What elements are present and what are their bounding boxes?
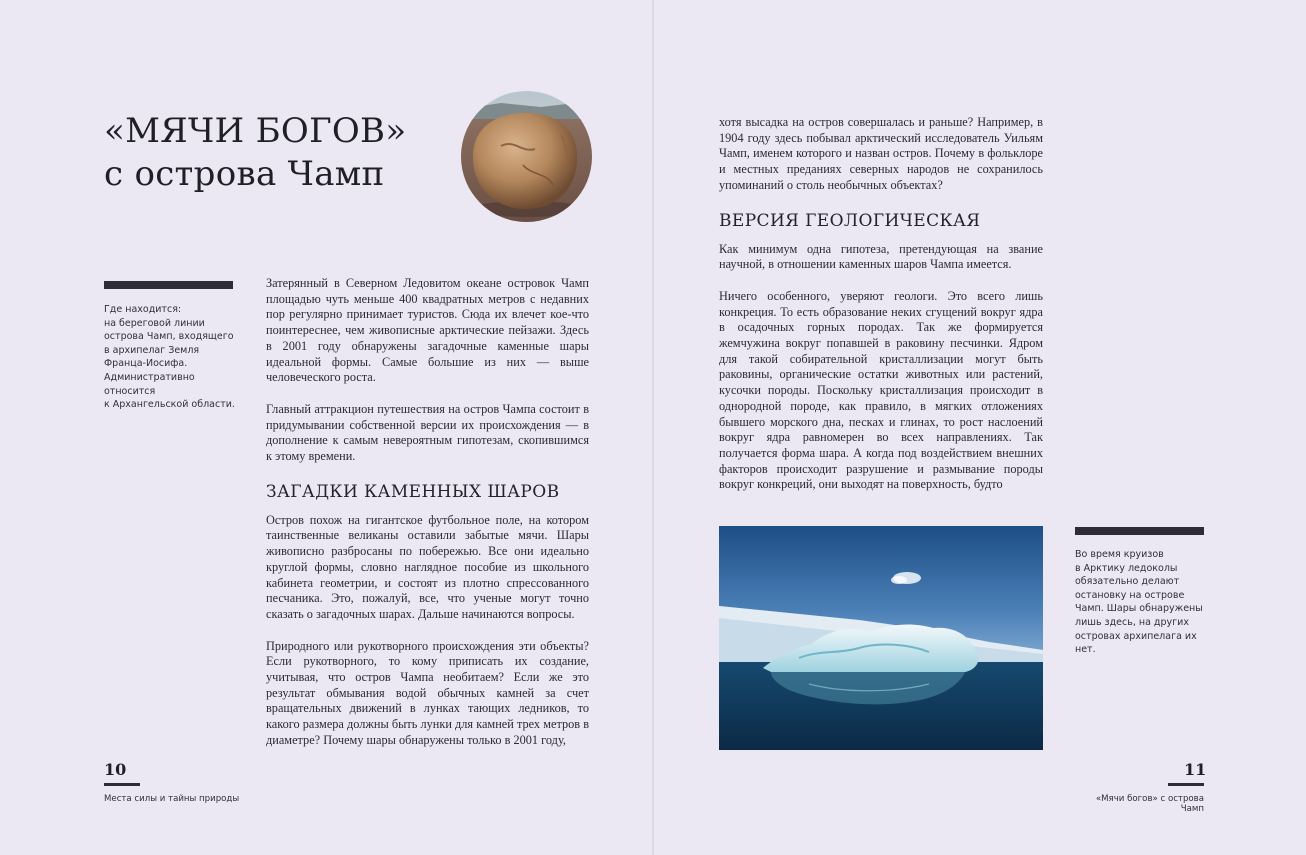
running-footer-left: Места силы и тайны природы <box>104 794 240 804</box>
left-sidebar-bar <box>104 281 233 289</box>
mysteries-paragraph-2: Природного или рукотворного происхождения эти объекты? Если рукотворного, то кому приписать их создание, учитывая, что остров Чампа необитаем? Если же это результат обмывания водой обычных камней за счет вращательных движений в лунках тающих ледников, то какого размера должны быть лунки для камней трех метров в диаметре? Почему шары обнаружены только в 2001 году, <box>266 638 589 747</box>
folio-rule-left <box>104 783 140 786</box>
mysteries-paragraph-1: Остров похож на гигантское футбольное поле, на котором таинственные великаны оставили забытые мячи. Шары живописно разбросаны по побережью. Все они идеально круглой формы, словно наглядное пособие из школьного кабинета геометрии, и состоят из плотно спрессованного песчаника. Это, пожалуй, все, что ученые могут точно сказать о загадочных шарах. Дальше начинаются вопросы. <box>266 512 589 621</box>
stone-ball-photo <box>461 91 592 222</box>
title-line-1: «МЯЧИ БОГОВ» <box>104 111 407 151</box>
location-note: Где находится: на береговой линии острова Чамп, входящего в архипелаг Земля Франца-Иосифа. Административно относится к Архангельской области. <box>104 304 235 411</box>
continuation-paragraph: хотя высадка на остров совершалась и раньше? Например, в 1904 году здесь побывал арктический исследователь Уильям Чамп, именем которого и назван остров. Почему в фольклоре и местных преданиях северных народов не сохранилось упоминаний о столь необычных объектах? <box>719 115 1043 192</box>
geology-paragraph-1: Как минимум одна гипотеза, претендующая на звание научной, в отношении каменных шаров Чампа имеется. <box>719 241 1043 272</box>
folio-rule-right <box>1168 783 1204 786</box>
page-number-right: 11 <box>1184 760 1207 779</box>
right-text-column <box>719 115 1043 509</box>
cruise-note: Во время круизов в Арктику ледоколы обязательно делают остановку на острове Чамп. Шары обнаружены лишь здесь, на других островах архипелага их нет. <box>1075 549 1203 656</box>
intro-paragraph-2: Главный аттракцион путешествия на остров Чампа состоит в придумывании собственной версии их происхождения — в дополнение к самым невероятным гипотезам, скопившимся к этому времени. <box>266 401 589 464</box>
page-number-left: 10 <box>104 760 127 779</box>
running-footer-right: «Мячи богов» с острова Чамп <box>1095 794 1204 814</box>
geology-paragraph-2: Ничего особенного, уверяют геологи. Это всего лишь конкреция. То есть образование неких сгущений вокруг ядра в осадочных горных породах. Так же формируется жемчужина вокруг попавшей в раковину песчинки. Ядром для такой собирательной кристаллизации могут быть раковины, органические остатки животных или растений, кусочки породы. Поскольку кристаллизация происходит в однородной породе, как правило, в мягких отложениях бывшего морского дна, песках и глинах, то рост наслоений вокруг ядра равномерен во всех направлениях. Так получается форма шара. А когда под воздействием внешних факторов происходит разрушение и размывание породы вокруг конкреций, они выходят на поверхность, будто <box>719 288 1043 492</box>
iceberg-photo <box>719 526 1043 750</box>
right-sidebar-bar <box>1075 527 1204 535</box>
section-heading-geology: ВЕРСИЯ ГЕОЛОГИЧЕСКАЯ <box>719 210 981 231</box>
intro-paragraph-1: Затерянный в Северном Ледовитом океане островок Чамп площадью чуть меньше 400 квадратных метров с недавних пор регулярно принимает туристов. Сюда их влечет кое-что поинтереснее, чем живописные арктические пейзажи. Здесь в 2001 году обнаружены загадочные каменные шары идеальной формы. Самые большие из них — выше человеческого роста. <box>266 276 589 385</box>
section-heading-mysteries: ЗАГАДКИ КАМЕННЫХ ШАРОВ <box>266 481 560 502</box>
article-title <box>104 110 406 196</box>
title-line-2: с острова Чамп <box>104 154 385 194</box>
left-text-column <box>266 276 589 765</box>
